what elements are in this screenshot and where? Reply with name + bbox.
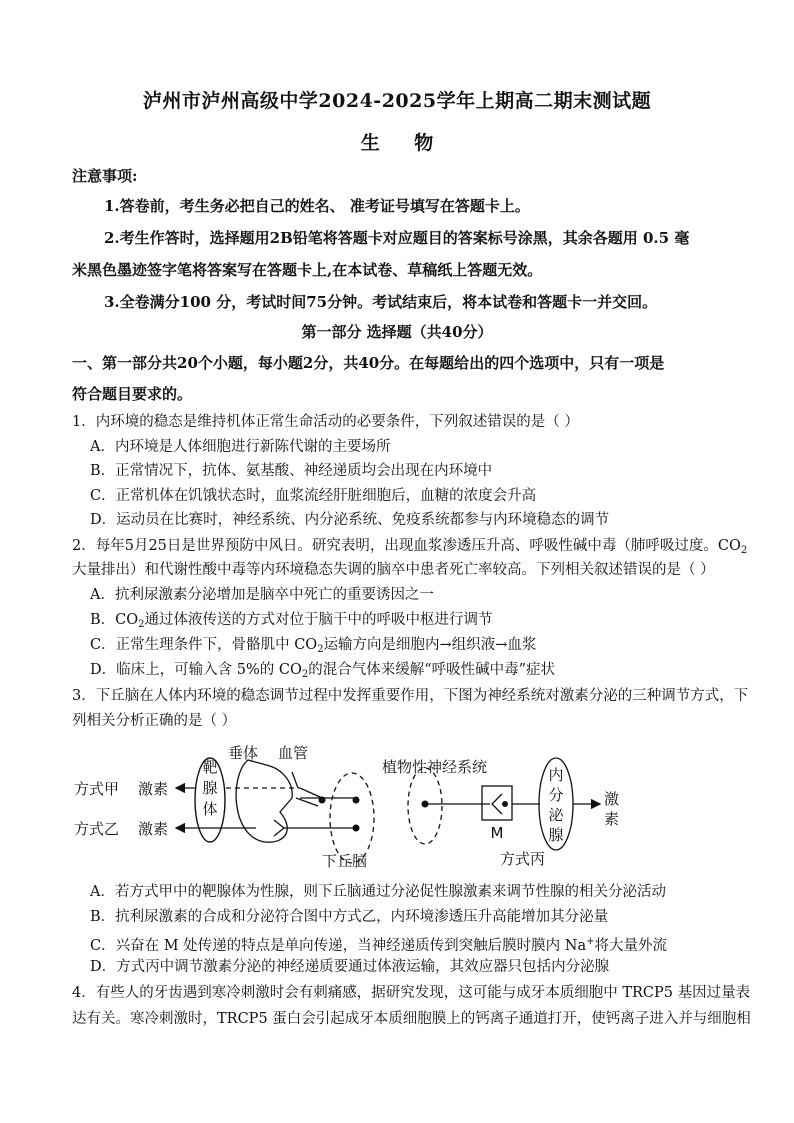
- q3-option-c: C．兴奋在 M 处传递的特点是单向传递，当神经递质传到突触后膜时膜内 Na+将大量外流: [90, 936, 667, 954]
- q4-stem-line-1: 4．有些人的牙齿遇到寒冷刺激时会有刺痛感，据研究发现，这可能与成牙本质细胞中 TRCP5 基因过量表: [72, 985, 751, 1001]
- mode-c-label: 方式丙: [500, 850, 546, 868]
- q2-option-c: C．正常生理条件下，骨骼肌中 $CO_2$运输方向是细胞内→组织液→血浆: [90, 637, 537, 655]
- notice-item-1: 1.答卷前，考生务必把自己的姓名、 准考证号填写在答题卡上。: [104, 197, 530, 215]
- q3-stem-line-2: 列相关分析正确的是（ ）: [72, 713, 237, 729]
- q2-option-b: B．$CO_2$通过体液传送的方式对位于脑干中的呼吸中枢进行调节: [90, 612, 493, 630]
- q1-option-a: A．内环境是人体细胞进行新陈代谢的主要场所: [90, 439, 391, 455]
- target-gland-label-2: 腺: [202, 779, 218, 797]
- endocrine-label-4: 腺: [548, 826, 564, 844]
- endocrine-label-3: 泌: [548, 806, 564, 824]
- hormone-label-a: 激素: [138, 780, 169, 798]
- part1-intro-line-2: 符合题目要求的。: [72, 385, 193, 403]
- endocrine-label-2: 分: [548, 786, 564, 804]
- q2-option-a: A．抗利尿激素分泌增加是脑卒中死亡的重要诱因之一: [90, 587, 434, 603]
- q4-stem-line-2: 达有关。寒冷刺激时，TRCP5 蛋白会引起成牙本质细胞膜上的钙离子通道打开，使钙离子进入并与细胞相: [72, 1011, 751, 1027]
- notice-heading: 注意事项:: [72, 167, 138, 185]
- q2-stem-line-2: 大量排出）和代谢性酸中毒等内环境稳态失调的脑卒中患者死亡率较高。下列相关叙述错误的是（ ）: [72, 562, 715, 578]
- notice-item-2-line-2: 米黑色墨迹签字笔将答案写在答题卡上,在本试卷、草稿纸上答题无效。: [72, 261, 543, 279]
- subject-title: 生 物: [360, 132, 434, 154]
- q3-stem-line-1: 3．下丘脑在人体内环境的稳态调节过程中发挥重要作用，下图为神经系统对激素分泌的三种调节方式，下: [72, 688, 749, 704]
- pituitary-label: 垂体: [228, 744, 259, 762]
- endocrine-label-1: 内: [548, 766, 564, 784]
- pituitary-shape: [236, 760, 292, 842]
- q1-option-b: B．正常情况下，抗体、氨基酸、神经递质均会出现在内环境中: [90, 463, 493, 479]
- q1-option-d: D．运动员在比赛时，神经系统、内分泌系统、免疫系统都参与内环境稳态的调节: [90, 512, 610, 528]
- notice-item-2-line-1: 2.考生作答时，选择题用2B铅笔将答题卡对应题目的答案标号涂黑，其余各题用 0.5 毫: [104, 229, 690, 247]
- hormone-right-label-2: 素: [604, 810, 620, 828]
- m-label: M: [490, 824, 504, 842]
- q3-option-d: D．方式丙中调节激素分泌的神经递质要通过体液运输，其效应器只包括内分泌腺: [90, 959, 610, 975]
- q2-option-d: D．临床上，可输入含 5%的 $CO_2$的混合气体来缓解“呼吸性碱中毒”症状: [90, 662, 556, 680]
- q1-stem: 1．内环境的稳态是维持机体正常生命活动的必要条件，下列叙述错误的是（ ）: [72, 414, 579, 430]
- hypothalamus-ellipse: [330, 773, 374, 863]
- exam-title: 泸州市泸州高级中学2024-2025学年上期高二期末测试题: [142, 90, 652, 112]
- autonomic-label: 植物性神经系统: [382, 758, 488, 776]
- hypothalamus-label: 下丘脑: [322, 852, 368, 870]
- target-gland-label-1: 靶: [202, 758, 218, 776]
- q3-option-b: B．抗利尿激素的合成和分泌符合图中方式乙，内环境渗透压升高能增加其分泌量: [90, 909, 609, 925]
- regulation-diagram: [60, 742, 700, 872]
- blood-vessel-label: 血管: [278, 744, 309, 762]
- part1-heading: 第一部分 选择题（共40分）: [301, 323, 493, 341]
- target-gland-label-3: 体: [202, 800, 218, 818]
- q2-stem-line-1: 2．每年5月25日是世界预防中风日。研究表明，出现血浆渗透压升高、呼吸性碱中毒（肺呼吸过度。$CO_2$: [72, 538, 748, 556]
- mode-a-label: 方式甲: [74, 780, 120, 798]
- hormone-label-b: 激素: [138, 820, 169, 838]
- q3-option-a: A．若方式甲中的靶腺体为性腺，则下丘脑通过分泌促性腺激素来调节性腺的相关分泌活动: [90, 884, 666, 900]
- q1-option-c: C．正常机体在饥饿状态时，血浆流经肝脏细胞后，血糖的浓度会升高: [90, 488, 537, 504]
- part1-intro-line-1: 一、第一部分共20个小题，每小题2分，共40分。在每题给出的四个选项中，只有一项是: [72, 354, 665, 372]
- hormone-right-label-1: 激: [604, 790, 620, 808]
- notice-item-3: 3.全卷满分100 分，考试时间75分钟。考试结束后，将本试卷和答题卡一并交回。: [104, 293, 658, 311]
- mode-b-label: 方式乙: [74, 820, 120, 838]
